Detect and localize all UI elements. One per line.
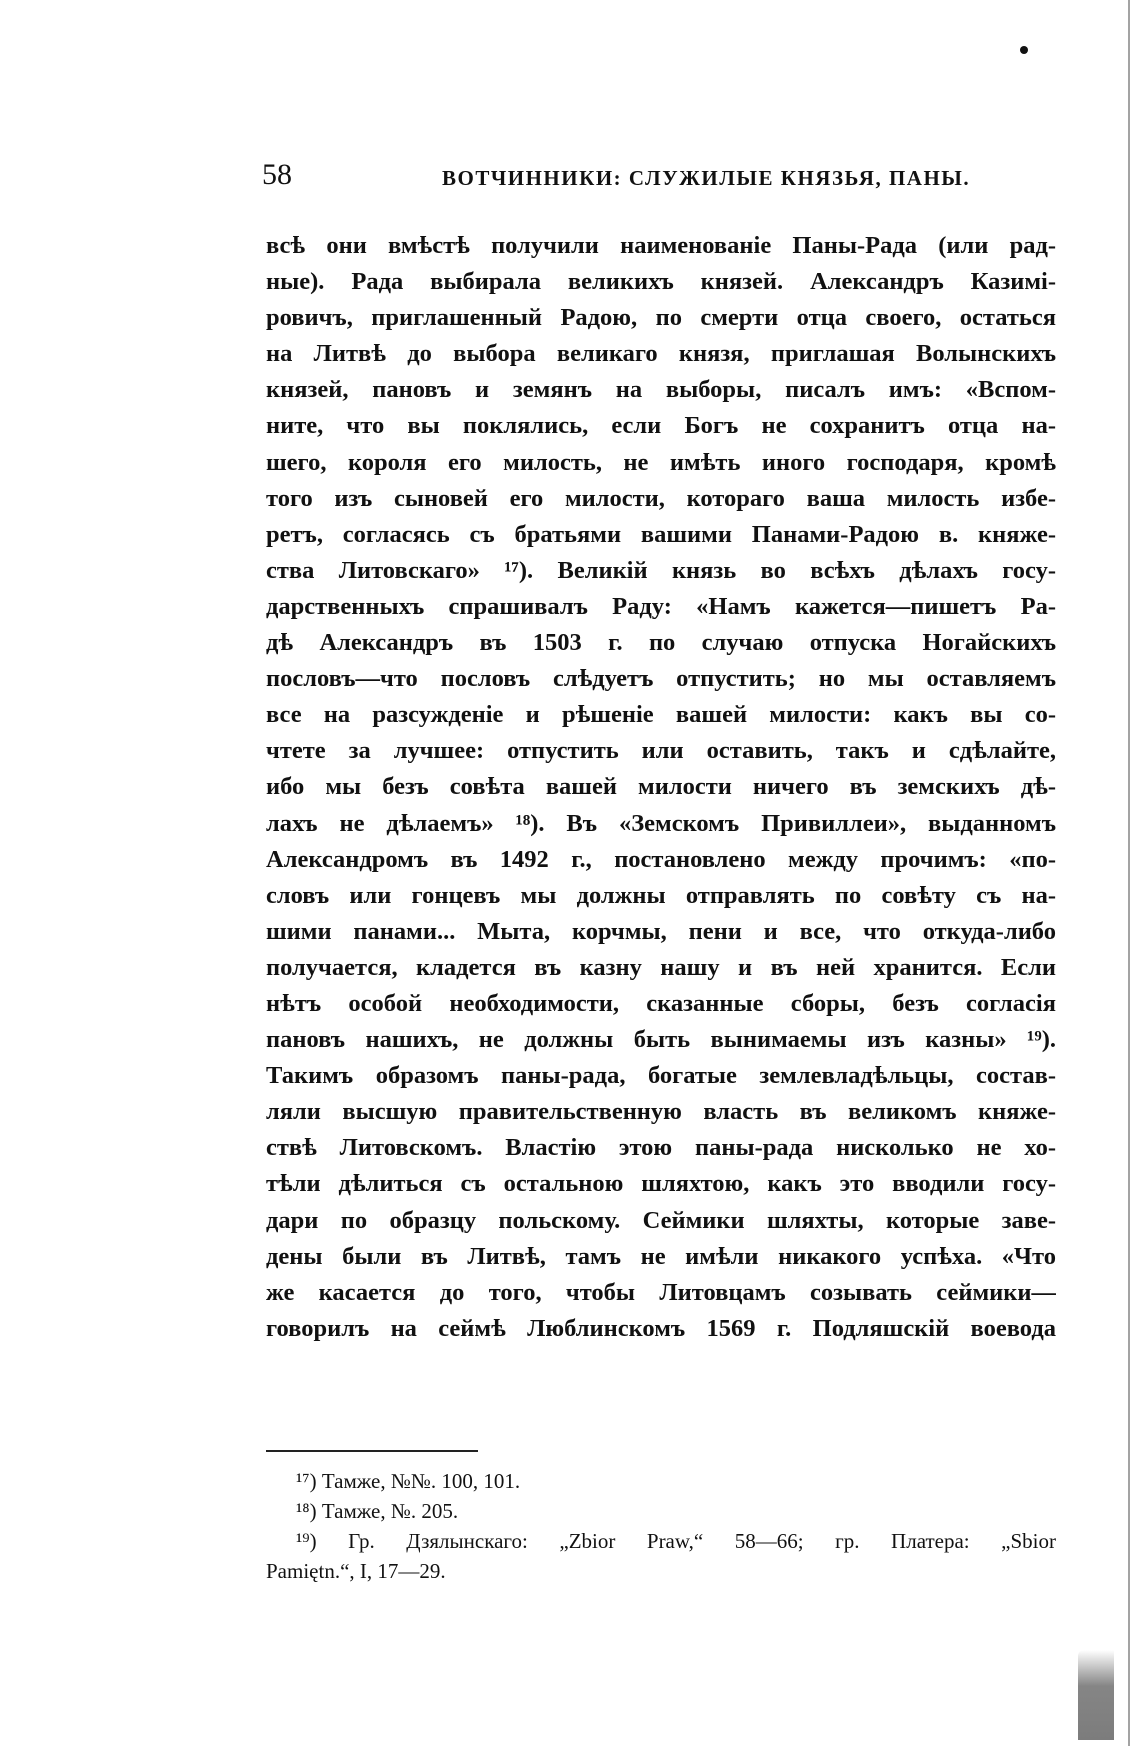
footnote-rule	[266, 1450, 478, 1452]
text-line: ства Литовскаго» ¹⁷). Великій князь во всѣхъ дѣлахъ госу-	[266, 556, 1056, 584]
text-line: тѣли дѣлиться съ остальною шляхтою, какъ это вводили госу-	[266, 1170, 1056, 1198]
text-line: пословъ—что пословъ слѣдуетъ отпустить; но мы оставляемъ	[266, 665, 1056, 693]
footnote-17: ¹⁷) Тамже, №№. 100, 101.	[296, 1469, 521, 1493]
text-line: ретъ, согласясь съ братьями вашими Панами-Радою в. княже-	[266, 520, 1056, 548]
text-line: ляли высшую правительственную власть въ великомъ княже-	[266, 1098, 1056, 1126]
text-line: все на разсужденіе и рѣшеніе вашей милости: какъ вы со-	[266, 701, 1056, 729]
body-text	[266, 228, 1056, 1347]
page-number: 58	[262, 158, 292, 191]
text-line: чтете за лучшее: отпустить или оставить, такъ и сдѣлайте,	[266, 737, 1056, 765]
text-line: ствѣ Литовскомъ. Властію этою паны-рада нисколько не хо-	[266, 1134, 1056, 1162]
text-line: дари по образцу польскому. Сеймики шляхты, которые заве-	[266, 1206, 1056, 1234]
text-line: того изъ сыновей его милости, котораго ваша милость избе-	[266, 484, 1056, 512]
text-line: пановъ нашихъ, не должны быть вынимаемы изъ казны» ¹⁹).	[266, 1026, 1056, 1054]
text-line: ные). Рада выбирала великихъ князей. Александръ Казимі-	[266, 268, 1056, 296]
running-title: ВОТЧИННИКИ: СЛУЖИЛЫЕ КНЯЗЬЯ, ПАНЫ.	[442, 166, 971, 190]
footnote-19: ¹⁹) Гр. Дзялынскаго: „Zbior Praw,“ 58—66; гр. Платера: „Sbior	[296, 1529, 1056, 1553]
ink-speck	[1020, 46, 1028, 54]
footnotes	[266, 1466, 1056, 1586]
text-line: нѣтъ особой необходимости, сказанные сборы, безъ согласія	[266, 989, 1056, 1017]
text-line: шими панами... Мыта, корчмы, пени и все, что откуда-либо	[266, 917, 1056, 945]
text-line: дены были въ Литвѣ, тамъ не имѣли никакого успѣха. «Что	[266, 1242, 1056, 1270]
text-line: князей, пановъ и земянъ на выборы, писалъ имъ: «Вспом-	[266, 376, 1056, 404]
scan-edge-mark	[1078, 1650, 1114, 1740]
text-line: дарственныхъ спрашивалъ Раду: «Намъ кажется—пишетъ Ра-	[266, 592, 1056, 620]
text-line: говорилъ на сеймѣ Люблинскомъ 1569 г. Подляшскій воевода	[266, 1314, 1056, 1342]
text-line: Александромъ въ 1492 г., постановлено между прочимъ: «по-	[266, 845, 1056, 873]
footnote-18: ¹⁸) Тамже, №. 205.	[296, 1499, 459, 1523]
text-line: словъ или гонцевъ мы должны отправлять по совѣту съ на-	[266, 881, 1056, 909]
page-edge-line	[1128, 0, 1130, 1746]
text-line: Такимъ образомъ паны-рада, богатые землевладѣльцы, состав-	[266, 1062, 1056, 1090]
text-line: на Литвѣ до выбора великаго князя, приглашая Волынскихъ	[266, 340, 1056, 368]
footnote-19-continued: Pamiętn.“, I, 17—29.	[266, 1559, 446, 1583]
text-line: шего, короля его милость, не имѣть иного господаря, кромѣ	[266, 448, 1056, 476]
text-line: ровичъ, приглашенный Радою, по смерти отца своего, остаться	[266, 304, 1056, 332]
text-line: всѣ они вмѣстѣ получили наименованіе Паны-Рада (или рад-	[266, 232, 1056, 259]
text-line: ибо мы безъ совѣта вашей милости ничего въ земскихъ дѣ-	[266, 773, 1056, 801]
text-line: получается, кладется въ казну нашу и въ ней хранится. Если	[266, 953, 1056, 981]
text-line: же касается до того, чтобы Литовцамъ созывать сеймики—	[266, 1278, 1056, 1306]
text-line: лахъ не дѣлаемъ» ¹⁸). Въ «Земскомъ Привиллеи», выданномъ	[266, 809, 1056, 837]
text-line: дѣ Александръ въ 1503 г. по случаю отпуска Ногайскихъ	[266, 629, 1056, 657]
text-line: ните, что вы поклялись, если Богъ не сохранитъ отца на-	[266, 412, 1056, 440]
page-header	[262, 158, 1058, 198]
